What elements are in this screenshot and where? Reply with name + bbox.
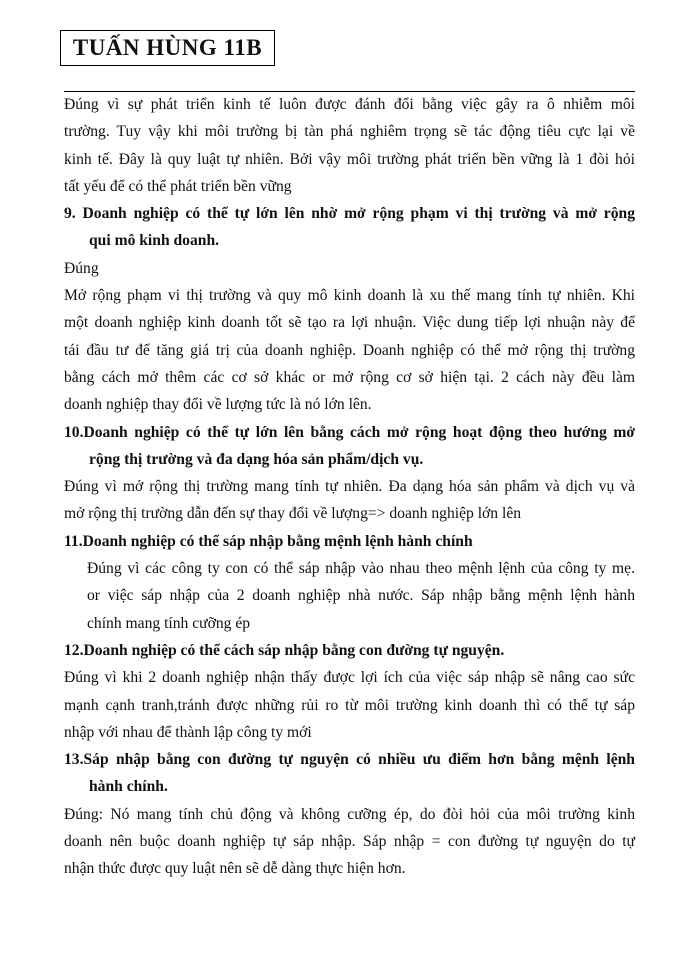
intro-line-3: kinh tế. Đây là quy luật tự nhiên. Bởi vậy môi trường phát triển bền vững là 1 đòi hỏi xyxy=(64,150,635,168)
document-body xyxy=(64,91,635,883)
question-9-line-3: tái đầu tư để tăng giá trị của doanh nghiệp. Doanh nghiệp có thể mở rộng thị trường xyxy=(64,341,635,359)
question-10-answer xyxy=(64,473,635,528)
question-13-line-2: doanh nên buộc doanh nghiệp tự sáp nhập. Sáp nhập = con đường tự nguyện do tự xyxy=(64,833,635,851)
question-9-answer-label: Đúng xyxy=(64,259,99,277)
question-12-heading xyxy=(64,637,635,664)
question-9-title-line-1: 9. Doanh nghiệp có thể tự lớn lên nhờ mở rộng phạm vi thị trường và mở rộng xyxy=(64,205,635,223)
question-13-line-1: Đúng: Nó mang tính chủ động và không cưỡng ép, do đòi hỏi của môi trường kinh xyxy=(64,805,635,823)
intro-line-4: tất yếu để có thể phát triển bền vững xyxy=(64,177,292,195)
question-10-title-line-2: rộng thị trường và đa dạng hóa sản phẩm/dịch vụ. xyxy=(89,450,424,468)
question-11-heading xyxy=(64,528,635,555)
header-title: TUẤN HÙNG 11B xyxy=(72,35,263,60)
question-13-answer xyxy=(64,801,635,883)
intro-paragraph xyxy=(64,91,635,200)
question-9-heading xyxy=(64,200,635,255)
question-11-line-1: Đúng vì các công ty con có thể sáp nhập vào nhau theo mệnh lệnh của công ty mẹ. xyxy=(87,560,635,578)
question-12-answer xyxy=(64,664,635,746)
question-9-line-5: doanh nghiệp thay đổi về lượng tức là nó lớn lên. xyxy=(64,396,372,414)
question-9-line-1: Mở rộng phạm vi thị trường và quy mô kinh doanh là xu thế mang tính tự nhiên. Khi xyxy=(64,287,635,305)
question-11-title-line-1: 11.Doanh nghiệp có thể sáp nhập bằng mệnh lệnh hành chính xyxy=(64,532,473,550)
intro-line-2: trường. Tuy vậy khi môi trường bị tàn phá nghiêm trọng sẽ tác động tiêu cực lại về xyxy=(64,123,635,141)
question-11-answer xyxy=(64,555,635,637)
header-title-box xyxy=(60,30,275,66)
question-10-line-2: mở rộng thị trường dẫn đến sự thay đổi về lượng=> doanh nghiệp lớn lên xyxy=(64,505,522,523)
question-12-line-1: Đúng vì khi 2 doanh nghiệp nhận thấy được lợi ích của việc sáp nhập sẽ nâng cao sức xyxy=(64,669,635,687)
question-9-answer xyxy=(64,282,635,418)
question-11-answer-block xyxy=(64,555,635,637)
question-10-title-line-1: 10.Doanh nghiệp có thể tự lớn lên bằng cách mở rộng hoạt động theo hướng mở xyxy=(64,423,635,441)
question-10-line-1: Đúng vì mở rộng thị trường mang tính tự nhiên. Đa dạng hóa sản phẩm và dịch vụ và xyxy=(64,478,635,496)
question-13-line-3: nhận thức được quy luật nên sẽ dễ dàng thực hiện hơn. xyxy=(64,860,406,878)
question-9-title-line-2: qui mô kinh doanh. xyxy=(89,232,220,250)
question-13-heading xyxy=(64,746,635,801)
question-13-title-line-1: 13.Sáp nhập bằng con đường tự nguyện có nhiều ưu điểm hơn bằng mệnh lệnh xyxy=(64,751,635,769)
question-12-line-2: mạnh cạnh tranh,tránh được những rủi ro từ môi trường kinh doanh thì có thể tự sáp xyxy=(64,696,635,714)
question-10-heading xyxy=(64,419,635,474)
intro-line-1: Đúng vì sự phát triển kinh tế luôn được đánh đổi bằng việc gây ra ô nhiễm môi xyxy=(64,96,635,113)
question-12-title-line-1: 12.Doanh nghiệp có thể cách sáp nhập bằng con đường tự nguyện. xyxy=(64,641,505,659)
question-11-line-2: or việc sáp nhập của 2 doanh nghiệp nhà nước. Sáp nhập bằng mệnh lệnh hành xyxy=(87,587,635,605)
question-11-line-3: chính mang tính cưỡng ép xyxy=(87,614,251,632)
question-13-title-line-2: hành chính. xyxy=(89,778,168,796)
question-9-line-2: một doanh nghiệp kinh doanh tốt sẽ tạo ra lợi nhuận. Việc dung tiếp lợi nhuận này để xyxy=(64,314,635,332)
question-12-line-3: nhập với nhau để thành lập công ty mới xyxy=(64,723,312,741)
question-9-line-4: bằng cách mở thêm các cơ sở khác or mở rộng cơ sở hiện tại. 2 cách này đều làm xyxy=(64,368,635,386)
